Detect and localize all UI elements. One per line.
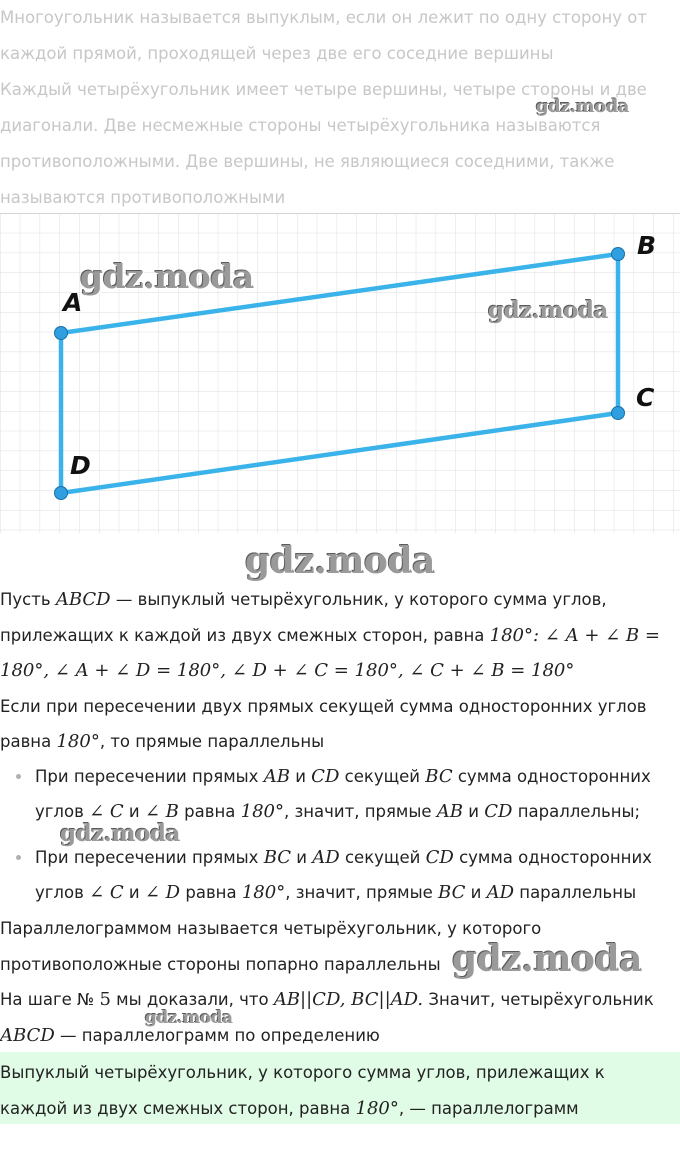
text: равна: [0, 732, 52, 751]
intro-line: называются противоположными: [0, 188, 286, 207]
math: 180°: [240, 801, 284, 822]
intro-line: Каждый четырёхугольник имеет четыре вершины, четыре стороны и две: [0, 80, 647, 99]
math: ∠ D: [144, 882, 181, 903]
text: секущей: [344, 848, 421, 867]
watermark: gdz.moda: [145, 1008, 233, 1028]
vertex-d-label: D: [70, 451, 91, 480]
math: 180°: [241, 882, 286, 903]
math: CD: [425, 847, 454, 868]
text: углов: [35, 883, 84, 902]
math: AB: [436, 801, 464, 822]
math: AD: [486, 882, 515, 903]
text: и: [128, 802, 140, 821]
watermark: gdz.moda: [60, 820, 180, 847]
text: , — параллелограмм: [398, 1099, 579, 1118]
text: Выпуклый четырёхугольник, у которого сумма углов, прилежащих к: [0, 1063, 605, 1082]
intro-line: диагонали. Две несмежные стороны четырёхугольника называются: [0, 116, 601, 135]
watermark: gdz.moda: [80, 257, 254, 296]
intro-line: Многоугольник называется выпуклым, если он лежит по одну сторону от: [0, 8, 648, 27]
text: и: [295, 767, 306, 786]
text: равна: [184, 802, 236, 821]
intro-line: противоположными. Две вершины, не являющиеся соседними, также: [0, 152, 615, 171]
text: сумма односторонних: [459, 848, 652, 867]
text: прилежащих к каждой из двух смежных сторон, равна: [0, 626, 485, 645]
text: Если при пересечении двух прямых секущей сумма односторонних углов: [0, 697, 647, 716]
math: ∠ C: [89, 801, 124, 822]
watermark: gdz.moda: [245, 540, 435, 582]
math: AB: [263, 766, 290, 787]
text: и: [470, 883, 482, 902]
text: параллельны;: [517, 802, 641, 821]
watermark: gdz.moda: [488, 297, 608, 324]
watermark: gdz.moda: [536, 96, 629, 117]
vertex-c-point: [612, 407, 625, 420]
text: Значит, четырёхугольник: [428, 990, 654, 1009]
math: ∠ B: [144, 801, 179, 822]
math: BC: [438, 882, 466, 903]
math: CD: [484, 801, 513, 822]
text: равна: [185, 883, 237, 902]
text: , значит, прямые: [283, 802, 432, 821]
text: и: [296, 848, 308, 867]
conclusion-box: [0, 1052, 680, 1124]
math: BC: [263, 847, 292, 868]
math: AD: [312, 847, 340, 868]
math: 5: [99, 989, 111, 1010]
text: — выпуклый четырёхугольник, у которого сумма углов,: [115, 590, 607, 609]
vertex-b-label: B: [637, 231, 657, 260]
text: и: [128, 883, 140, 902]
text: При пересечении прямых: [35, 848, 259, 867]
vertex-c-label: C: [636, 383, 655, 412]
text: мы доказали, что: [116, 990, 269, 1009]
text: — параллелограмм по определению: [60, 1026, 380, 1045]
bullet-dot: [16, 855, 21, 860]
text: Пусть: [0, 590, 51, 609]
math: ABCD: [55, 589, 111, 610]
math: ∠ C: [89, 882, 124, 903]
intro-line: каждой прямой, проходящей через две его соседние вершины: [0, 44, 554, 63]
vertex-a-point: [55, 327, 68, 340]
text: сумма односторонних: [457, 767, 651, 786]
math: ABCD: [0, 1025, 55, 1046]
vertex-b-point: [612, 248, 625, 261]
text: противоположные стороны попарно параллельны: [0, 955, 441, 974]
text: и: [468, 802, 480, 821]
text: каждой из двух смежных сторон, равна: [0, 1099, 351, 1118]
bullet-dot: [16, 774, 21, 779]
text: На шаге №: [0, 990, 95, 1009]
text: Параллелограммом называется четырёхугольник, у которого: [0, 919, 542, 938]
text: углов: [35, 802, 84, 821]
text: При пересечении прямых: [35, 767, 259, 786]
watermark: gdz.moda: [452, 938, 642, 980]
math: 180°, ∠ A + ∠ D = 180°, ∠ D + ∠ C = 180°, ∠ C + ∠ B = 180°: [0, 660, 575, 681]
math: BC: [425, 766, 453, 787]
text: , то прямые параллельны: [99, 732, 325, 751]
vertex-a-label: A: [63, 288, 83, 317]
math: CD: [311, 766, 340, 787]
math: 180°: [56, 731, 100, 752]
math: 180°: [355, 1098, 399, 1119]
math: 180°: ∠ A + ∠ B =: [489, 625, 660, 646]
text: , значит, прямые: [285, 883, 433, 902]
text: параллельны: [519, 883, 637, 902]
text: секущей: [344, 767, 421, 786]
vertex-d-point: [55, 487, 68, 500]
math: AB||CD, BC||AD.: [273, 989, 424, 1010]
